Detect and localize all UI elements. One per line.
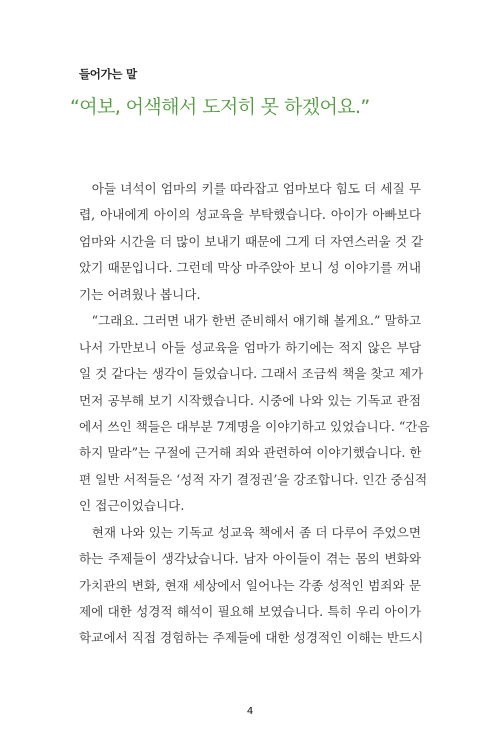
body-line: 편 일반 서적들은 ‘성적 자기 결정권’을 강조합니다. 인간 중심적: [79, 471, 428, 487]
body-line: 아들 녀석이 엄마의 키를 따라잡고 엄마보다 힘도 더 세질 무: [79, 181, 421, 196]
body-line: 먼저 공부해 보기 시작했습니다. 시중에 나와 있는 기독교 관점: [79, 392, 421, 408]
body-line: 하는 주제들이 생각났습니다. 남자 아이들이 겪는 몸의 변화와: [79, 551, 421, 567]
body-line: 하지 말라”는 구절에 근거해 죄와 관련하여 이야기했습니다. 한: [79, 445, 422, 461]
body-line: 학교에서 직접 경험하는 주제들에 대한 성경적인 이해는 반드시: [79, 630, 424, 646]
body-line: 렵, 아내에게 아이의 성교육을 부탁했습니다. 아이가 아빠보다: [79, 207, 421, 223]
body-line: 현재 나와 있는 기독교 성교육 책에서 좀 더 다루어 주었으면: [79, 524, 421, 540]
body-line: 에서 쓰인 책들은 대부분 7계명을 이야기하고 있었습니다. “간음: [79, 418, 430, 434]
body-line: 일 것 같다는 생각이 들었습니다. 그래서 조금씩 책을 찾고 제가: [79, 366, 424, 382]
body-line: 나서 가만보니 아들 성교육을 엄마가 하기에는 적지 않은 부담: [79, 339, 421, 355]
body-text: [79, 176, 430, 652]
body-line: 기는 어려웠나 봅니다.: [79, 286, 201, 302]
body-line: 제에 대한 성경적 해석이 필요해 보였습니다. 특히 우리 아이가: [79, 604, 421, 619]
section-label: 들어가는 말: [79, 67, 137, 81]
body-line: 인 접근이었습니다.: [79, 498, 185, 514]
body-line: 엄마와 시간을 더 많이 보내기 때문에 그게 더 자연스러울 것 같: [79, 233, 424, 249]
body-line: 가치관의 변화, 현재 세상에서 일어나는 각종 성적인 범죄와 문: [79, 577, 421, 593]
page-number: 4: [246, 706, 254, 717]
body-line: “그래요. 그러면 내가 한번 준비해서 얘기해 볼게요.” 말하고: [79, 313, 421, 329]
quote-title: “여보, 어색해서 도저히 못 하겠어요.”: [70, 96, 370, 118]
body-line: 았기 때문입니다. 그런데 막상 마주앉아 보니 성 이야기를 꺼내: [79, 260, 421, 276]
